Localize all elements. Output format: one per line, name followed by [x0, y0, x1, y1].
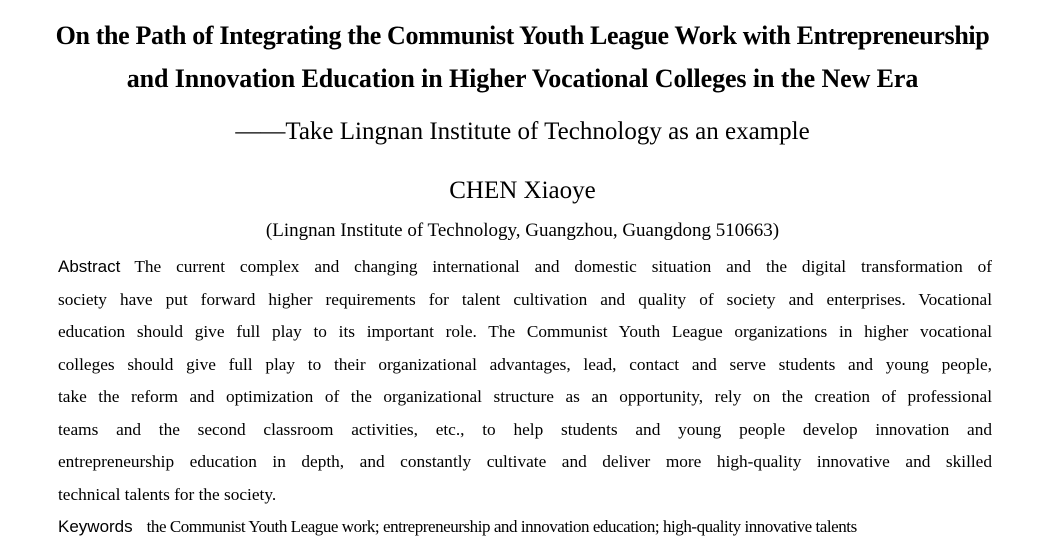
paper-title-line-2: and Innovation Education in Higher Vocational Colleges in the New Era	[126, 64, 919, 93]
abstract-section	[58, 251, 992, 511]
abstract-label: Abstract	[58, 257, 121, 276]
abstract-line: technical talents for the society.	[58, 484, 277, 504]
paper-title-line-1: On the Path of Integrating the Communist Youth League Work with Entrepreneurship	[55, 21, 990, 50]
keywords-section	[58, 512, 992, 542]
abstract-line	[58, 251, 992, 284]
abstract-line: entrepreneurship education in depth, and constantly cultivate and deliver more high-quality innovative and skilled	[58, 452, 992, 471]
abstract-text: The current complex and changing international and domestic situation and the digital transformation of	[134, 257, 992, 276]
keywords-label: Keywords	[58, 517, 133, 536]
author-affiliation: (Lingnan Institute of Technology, Guangzhou, Guangdong 510663)	[265, 220, 780, 241]
keywords-text: the Communist Youth League work; entrepreneurship and innovation education; high-quality innovative talents	[146, 517, 857, 536]
paper-subtitle: ——Take Lingnan Institute of Technology as an example	[235, 118, 810, 145]
abstract-line: education should give full play to its important role. The Communist Youth League organizations in higher vocational	[58, 322, 992, 341]
abstract-line: teams and the second classroom activities, etc., to help students and young people develop innovation and	[58, 419, 992, 439]
abstract-line: colleges should give full play to their organizational advantages, lead, contact and serve students and young people,	[58, 354, 992, 374]
author-name: CHEN Xiaoye	[449, 177, 596, 204]
abstract-line: take the reform and optimization of the organizational structure as an opportunity, rely on the creation of professional	[58, 387, 992, 406]
abstract-line: society have put forward higher requirements for talent cultivation and quality of society and enterprises. Vocational	[58, 289, 992, 309]
